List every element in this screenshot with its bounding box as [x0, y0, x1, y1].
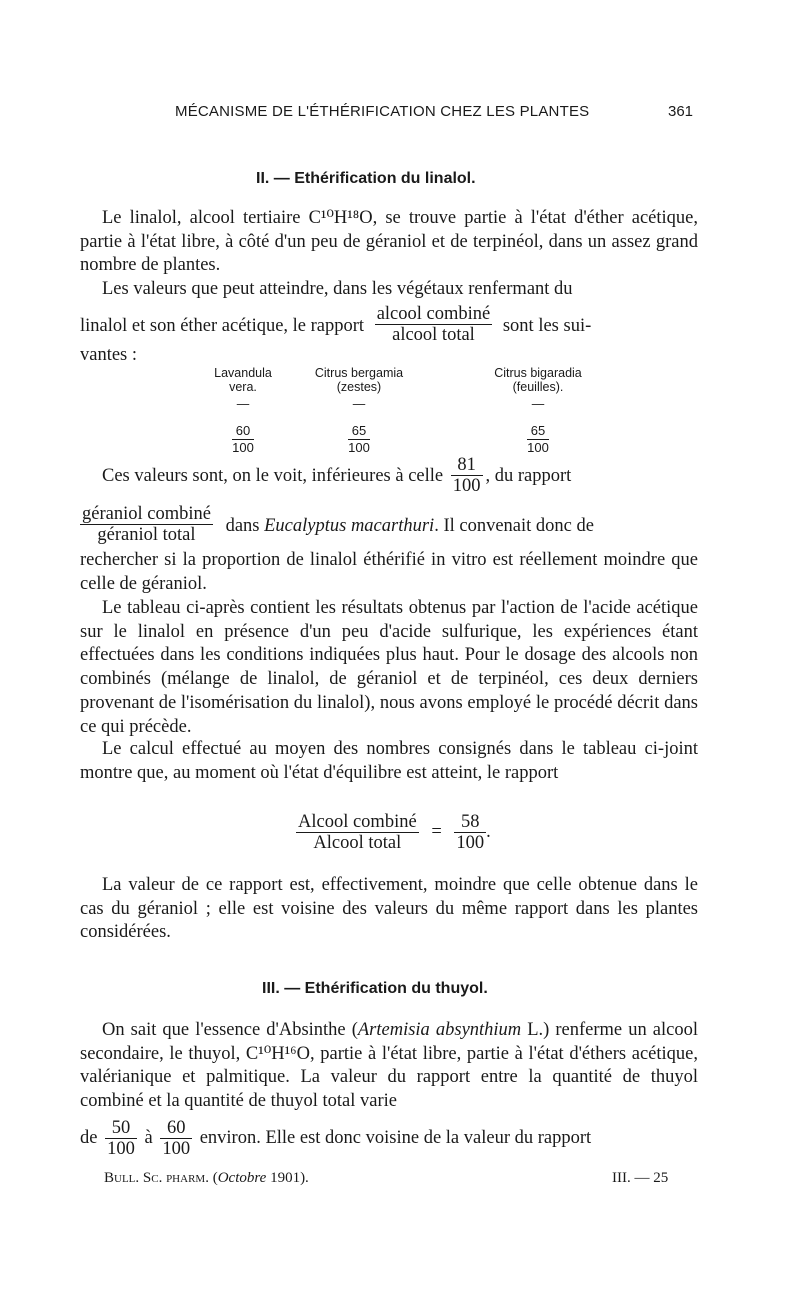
ratio-numerator: alcool combiné	[376, 304, 491, 324]
paragraph-calculation: Le calcul effectué au moyen des nombres consignés dans le tableau ci-joint montre que, au moment où l'état d'équilibre est atteint, le rapport	[80, 739, 698, 783]
table-fraction	[348, 423, 370, 456]
table-col-bigaradia	[478, 366, 598, 456]
table-plant-sub: vera.	[229, 380, 257, 394]
ratio-lead-text: linalol et son éther acétique, le rapport	[80, 315, 365, 336]
paragraph-comparison-rest: rechercher si la proportion de linalol éthérifié in vitro est réellement moindre que celle de géraniol.	[80, 550, 698, 594]
fraction-60-num: 60	[160, 1118, 192, 1139]
table-fraction	[527, 423, 549, 456]
table-dash: —	[236, 397, 250, 411]
last-de: de	[80, 1127, 98, 1148]
geraniol-fraction	[80, 504, 213, 545]
equation-value-num: 58	[454, 812, 486, 833]
equation-value-den: 100	[456, 833, 485, 853]
paragraph-comparison-line2	[80, 506, 698, 547]
table-fraction-den: 100	[348, 440, 370, 455]
comparison-lead: Ces valeurs sont, on le voit, inférieures à celle	[102, 465, 444, 486]
comparison-end: . Il convenait donc de	[434, 515, 594, 536]
fraction-50-den: 100	[107, 1139, 135, 1159]
paragraph-comparison-line1	[102, 456, 698, 497]
equation-den: Alcool total	[313, 833, 402, 853]
running-head	[0, 103, 800, 127]
footer-month: Octobre	[217, 1170, 267, 1186]
table-col-bergamia	[304, 366, 414, 456]
page-number: 361	[668, 103, 694, 120]
fraction-60-den: 100	[162, 1139, 191, 1159]
table-plant-name: Citrus bigaradia	[494, 366, 582, 380]
fraction-60	[160, 1118, 192, 1159]
table-fraction-den: 100	[232, 440, 254, 455]
running-title: MÉCANISME DE L'ÉTHÉRIFICATION CHEZ LES PLANTES	[175, 103, 590, 120]
comparison-dans: dans	[225, 515, 260, 536]
section-heading-3: III. — Ethérification du thuyol.	[262, 980, 488, 997]
fraction-81	[451, 455, 483, 496]
last-a: à	[144, 1127, 153, 1148]
footer-year: 1901	[270, 1170, 301, 1186]
table-fraction	[232, 423, 254, 456]
thuyol-part2: L.) renferme un alcool secondaire, le thuyol, C¹⁰H¹⁶O, partie à l'état libre, partie à l'état d'éthers acétique, valérianique et palmitique. La valeur du rapport entre la quantité de thuyol combiné et la quantité de thuyol total varie	[80, 1020, 698, 1112]
equation-period: .	[486, 821, 491, 842]
table-dash: —	[352, 397, 366, 411]
table-fraction-num: 65	[527, 423, 549, 440]
table-plant-sub: (feuilles).	[512, 380, 564, 394]
table-fraction-den: 100	[527, 440, 549, 455]
table-col-lavandula	[198, 366, 288, 456]
equation-num: Alcool combiné	[298, 812, 417, 832]
equation-ratio	[296, 812, 491, 853]
paragraph-thuyol	[80, 1019, 698, 1114]
section-heading-2: II. — Ethérification du linalol.	[256, 170, 476, 187]
table-fraction-num: 65	[348, 423, 370, 440]
table-plant-name: Citrus bergamia	[314, 366, 404, 380]
fraction-81-num: 81	[451, 455, 483, 476]
paragraph-values-line2	[80, 306, 698, 347]
ratio-tail-text: sont les sui-	[502, 315, 592, 336]
species-artemisia: Artemisia absynthium	[357, 1020, 522, 1040]
fraction-50	[105, 1118, 137, 1159]
fraction-81-den: 100	[452, 476, 481, 496]
paragraph-thuyol-last-line	[80, 1118, 698, 1159]
table-fraction-num: 60	[232, 423, 254, 440]
paragraph-method: Le tableau ci-après contient les résultats obtenus par l'action de l'acide acétique sur le linalol en présence d'un peu d'acide sulfurique, les expériences étant effectuées dans les conditions indiquées plus haut. Pour le dosage des alcools non combinés (mélange de linalol, de géraniol et de terpinéol, ces deux derniers provenant de l'isomérisation du linalol), nous avons employé le procédé décrit dans ce qui précède.	[80, 598, 698, 737]
fraction-50-num: 50	[105, 1118, 137, 1139]
paragraph-linalol-intro: Le linalol, alcool tertiaire C¹⁰H¹⁸O, se trouve partie à l'état d'éther acétique, partie à l'état libre, à côté d'un peu de géraniol et de terpinéol, dans un assez grand nombre de plantes.	[80, 208, 698, 276]
table-plant-name: Lavandula	[214, 366, 272, 380]
geraniol-fraction-den: géraniol total	[97, 525, 196, 545]
footer-citation: Bull. Sc. pharm. (Octobre 1901).	[104, 1170, 309, 1186]
ratio-denominator: alcool total	[392, 325, 475, 345]
paragraph-conclusion: La valeur de ce rapport est, effectivement, moindre que celle obtenue dans le cas du géraniol ; elle est voisine des valeurs du même rapport dans les plantes considérées.	[80, 875, 698, 943]
paragraph-values-line3: vantes :	[80, 345, 138, 365]
footer-signature: III. — 25	[612, 1170, 669, 1186]
table-dash: —	[531, 397, 545, 411]
equation-fraction	[296, 812, 419, 853]
ratio-fraction	[375, 304, 493, 345]
thuyol-part1: On sait que l'essence d'Absinthe (	[102, 1020, 358, 1040]
species-eucalyptus: Eucalyptus macarthuri	[264, 515, 435, 536]
paragraph-values-line1: Les valeurs que peut atteindre, dans les végétaux renfermant du	[102, 279, 573, 299]
equation-value	[454, 812, 486, 853]
comparison-mid: , du rapport	[485, 465, 572, 486]
geraniol-fraction-num: géraniol combiné	[82, 504, 211, 524]
equation-equals: =	[431, 821, 442, 842]
last-end: environ. Elle est donc voisine de la valeur du rapport	[199, 1127, 592, 1148]
footer-journal: Bull. Sc. pharm.	[104, 1170, 209, 1186]
table-plant-sub: (zestes)	[336, 380, 382, 394]
